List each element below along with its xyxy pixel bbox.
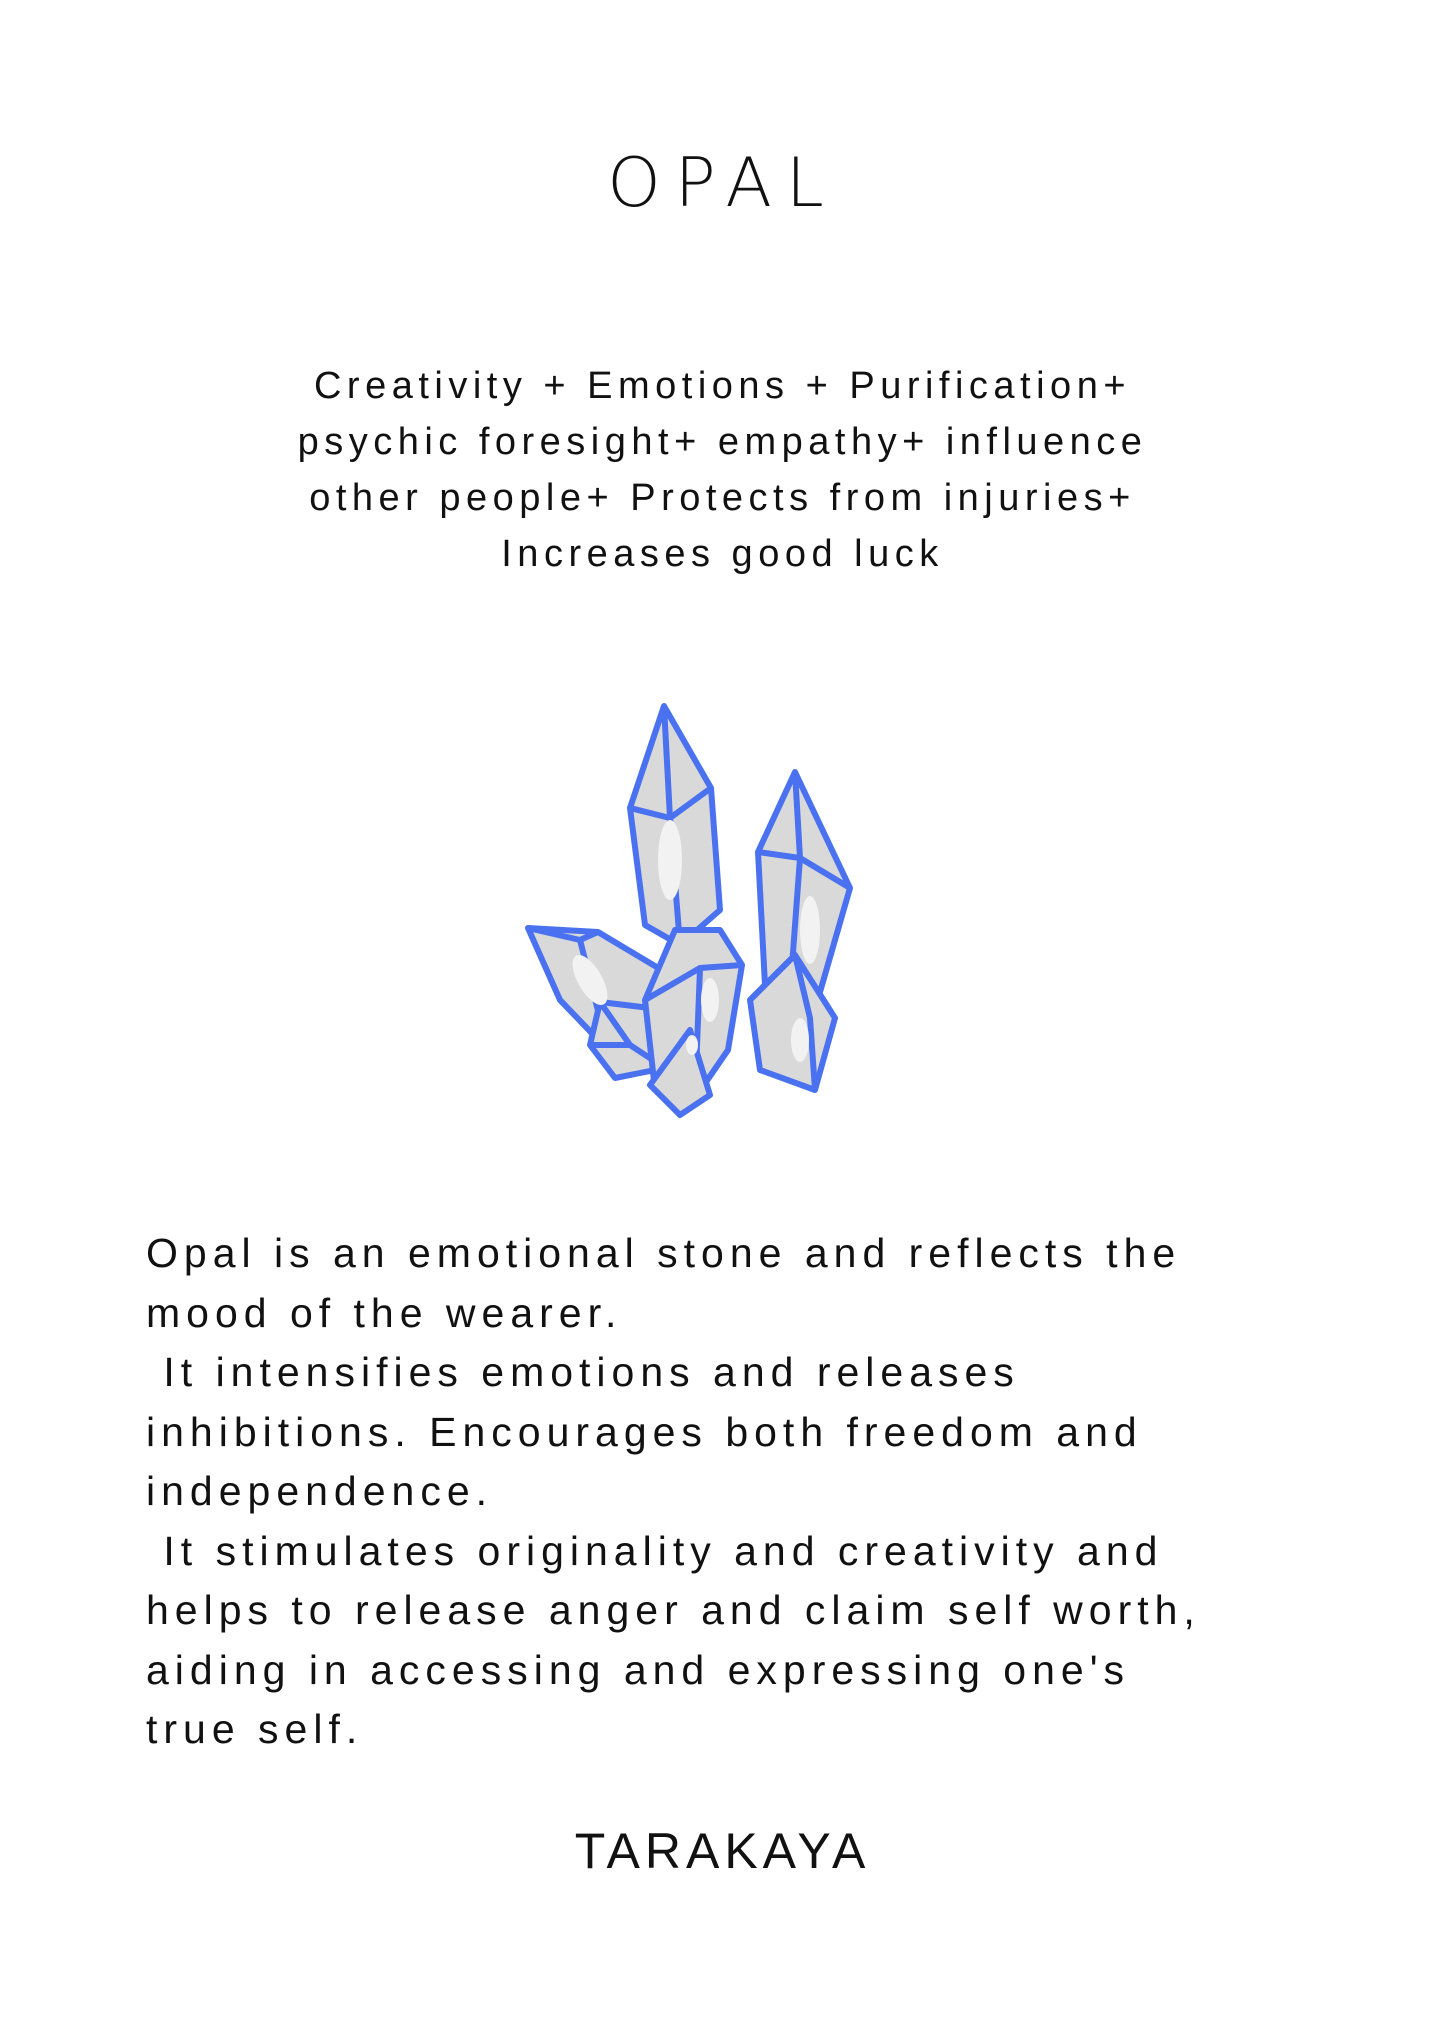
brand-name: TARAKAYA xyxy=(574,1823,871,1879)
crystal-cluster-icon xyxy=(520,700,920,1140)
properties-list xyxy=(200,358,1245,582)
description-line: true self. xyxy=(146,1706,364,1752)
properties-line: Creativity + Emotions + Purification+ xyxy=(313,365,1132,407)
description-line: It intensifies emotions and releases xyxy=(146,1349,1020,1395)
description-line: aiding in accessing and expressing one's xyxy=(146,1646,1131,1693)
description-line: independence. xyxy=(146,1468,494,1514)
description-line: It stimulates originality and creativity and xyxy=(146,1527,1164,1574)
properties-line: psychic foresight+ empathy+ influence xyxy=(297,421,1148,463)
description xyxy=(146,1224,1346,1760)
description-line: helps to release anger and claim self worth, xyxy=(146,1587,1201,1633)
properties-line: Increases good luck xyxy=(501,533,944,575)
description-line: Opal is an emotional stone and reflects the xyxy=(146,1230,1182,1276)
properties-line: other people+ Protects from injuries+ xyxy=(309,477,1136,519)
page-title: OPAL xyxy=(607,144,838,223)
description-line: inhibitions. Encourages both freedom and xyxy=(146,1408,1143,1455)
description-line: mood of the wearer. xyxy=(146,1289,623,1336)
